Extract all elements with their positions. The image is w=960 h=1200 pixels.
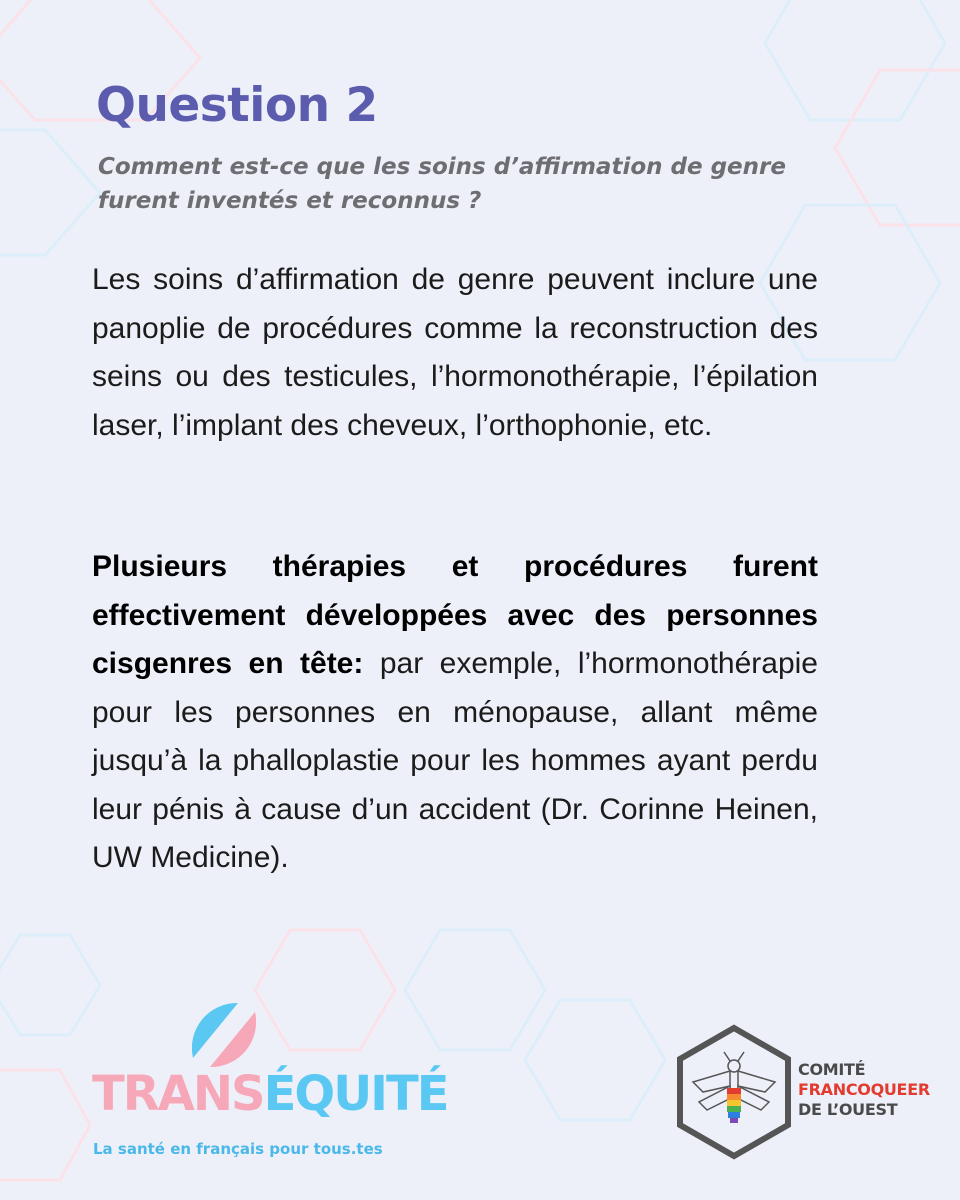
org-line-1: COMITÉ xyxy=(798,1060,866,1079)
question-subtitle: Comment est-ce que les soins d’affirmation de genre furent inventés et reconnus ? xyxy=(98,154,786,214)
transequite-brand xyxy=(92,1064,448,1124)
paragraph-history xyxy=(92,543,818,883)
brand-trans: TRANS xyxy=(92,1066,264,1122)
transequite-tagline: La santé en français pour tous.tes xyxy=(93,1140,383,1158)
page-title: Question 2 xyxy=(96,78,378,133)
bee-hexagon-icon xyxy=(675,1024,793,1160)
org-line-2: FRANCOQUEER xyxy=(798,1080,930,1099)
comite-francoqueer-logo xyxy=(798,1060,930,1120)
paragraph-history-bold: Plusieurs thérapies et procédures furent effectivement développées avec des personnes cisgenres en tête: xyxy=(92,550,818,680)
org-line-3: DE L’OUEST xyxy=(798,1100,898,1119)
paragraph-intro: Les soins d’affirmation de genre peuvent inclure une panoplie de procédures comme la reconstruction des seins ou des testicules, l’hormonothérapie, l’épilation laser, l’implant des cheveux, l’orthophonie, etc. xyxy=(92,263,818,442)
paragraph-history-rest: par exemple, l’hormonothérapie pour les personnes en ménopause, allant même jusqu’à la phalloplastie pour les hommes ayant perdu leur pénis à cause d’un accident (Dr. Corinne Heinen, UW Medicine). xyxy=(92,647,818,874)
brand-equite: ÉQUITÉ xyxy=(263,1066,448,1122)
